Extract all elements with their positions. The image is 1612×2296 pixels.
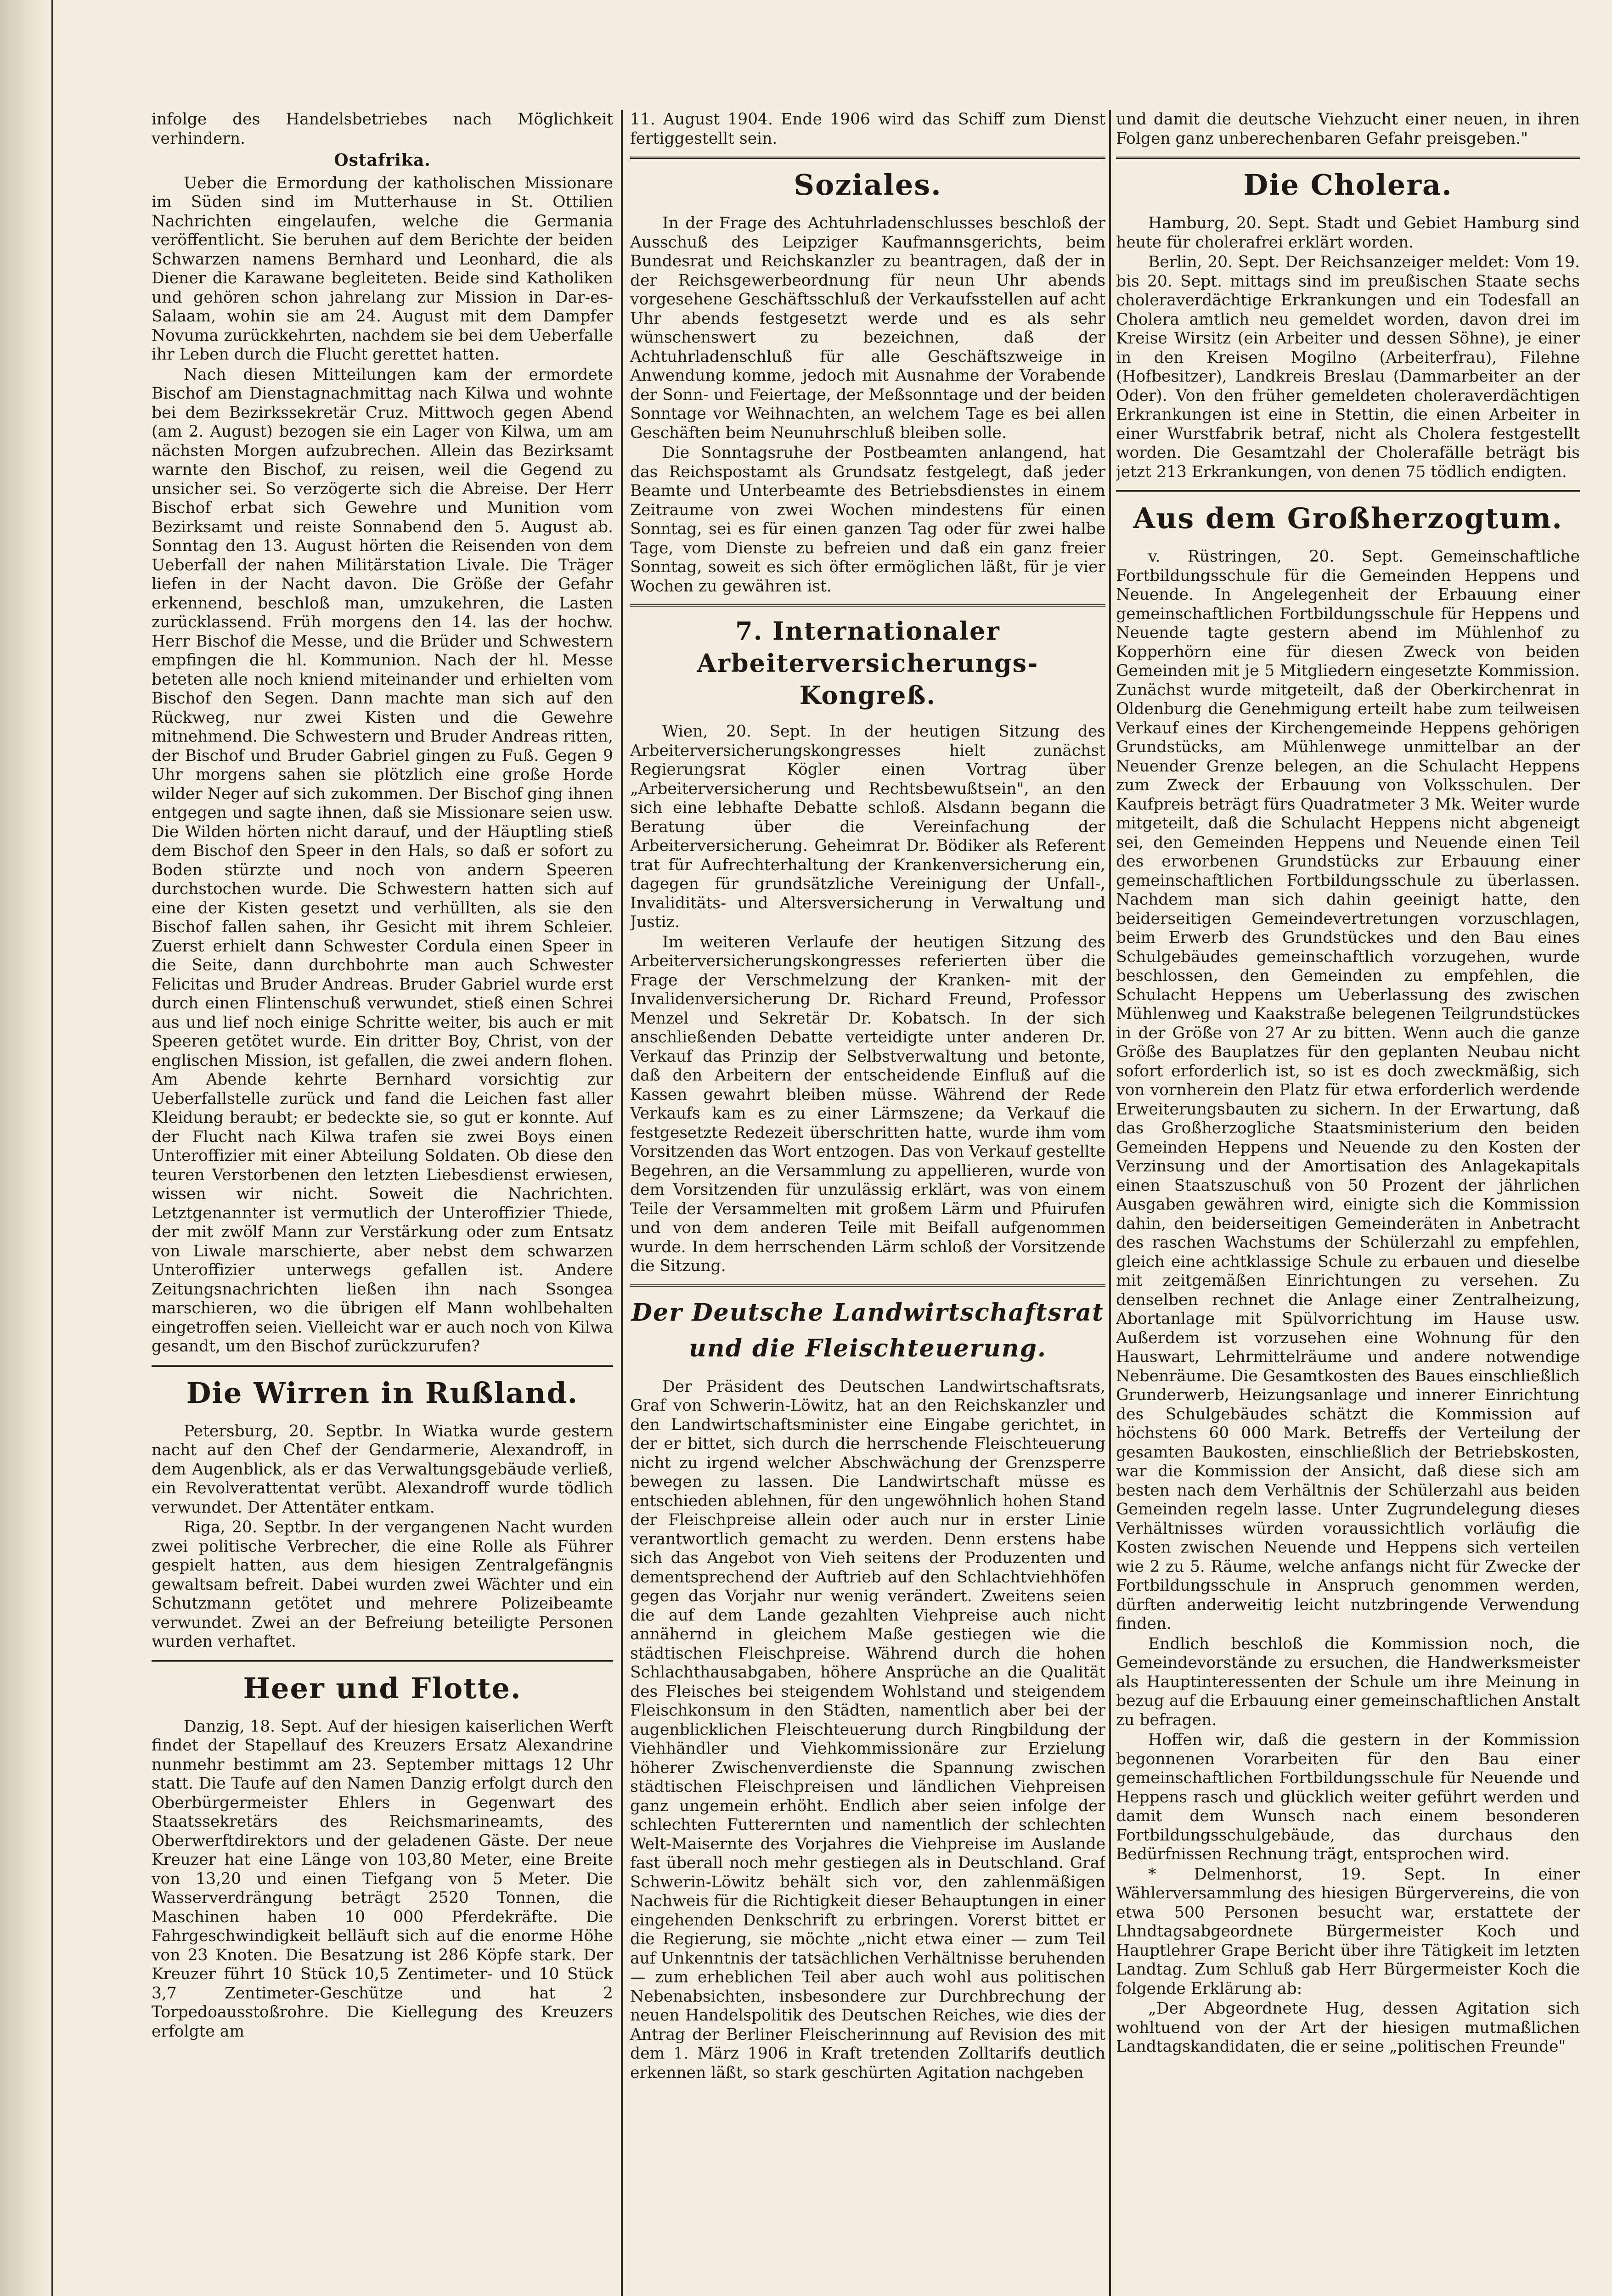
column-rule <box>621 110 623 2296</box>
column-3 <box>1116 110 1580 2296</box>
article-riga: Riga, 20. Septbr. In der vergangenen Nacht wurden zwei politische Verbrecher, die eine Rolle als Führer gespielt hatten, aus dem hiesigen Zentralgefängnis gewaltsam befreit. Dabei wurden zwei Wächter und ein Schutzmann getötet und mehrere Polizeibeamte verwundet. Zwei an der Befreiung beteiligte Personen wurden verhaftet. <box>152 1518 613 1651</box>
divider <box>630 604 1105 607</box>
divider <box>630 157 1105 159</box>
article-berlin: Berlin, 20. Sept. Der Reichsanzeiger meldet: Vom 19. bis 20. Sept. mittags sind im preußischen Staate sechs choleraverdächtige Erkrankungen und ein Todesfall an Cholera amtlich neu gemeldet worden, davon drei im Kreise Wirsitz (ein Arbeiter und dessen Söhne), je einer in den Kreisen Mogilno (Arbeiterfrau), Filehne (Hofbesitzer), Landkreis Breslau (Dammarbeiter an der Oder). Von den früher gemeldeten choleraverdächtigen Erkrankungen ist eine in Stettin, die einen Arbeiter in einer Wurstfabrik betraf, nicht als Cholera festgestellt worden. Die Gesamtzahl der Cholerafälle beträgt bis jetzt 213 Erkrankungen, von denen 75 tödlich endigten. <box>1116 253 1580 481</box>
column-2 <box>630 110 1105 2296</box>
article-kongress-verlauf: Im weiteren Verlaufe der heutigen Sitzung des Arbeiterversicherungskongresses referierten über die Frage der Verschmelzung der Kranken- mit der Invalidenversicherung Dr. Richard Freund, Professor Menzel und Sekretär Dr. Kobatsch. In der sich anschließenden Debatte verteidigte unter anderen Dr. Verkauf das Prinzip der Selbstverwaltung und betonte, daß den Arbeitern der entscheidende Einfluß auf die Kassen gewahrt bleiben müsse. Während der Rede Verkaufs kam es zu einer Lärmszene; da Verkauf die festgesetzte Redezeit überschritten hatte, wurde ihm vom Vorsitzenden das Wort entzogen. Das von Verkauf gestellte Begehren, an die Versammlung zu appellieren, wurde von dem Vorsitzenden für unzulässig erklärt, was von einem Teile der Versammelten mit großem Lärm und Pfuirufen und von dem anderen Teile mit Beifall aufgenommen wurde. In dem herrschenden Lärm schloß der Vorsitzende die Sitzung. <box>630 933 1105 1275</box>
column-2-intro: 11. August 1904. Ende 1906 wird das Schiff zum Dienst fertiggestellt sein. <box>630 110 1105 148</box>
article-achtuhrladenschluss: In der Frage des Achtuhrladenschlusses beschloß der Ausschuß des Leipziger Kaufmannsgerichts, beim Bundesrat und Reichskanzler zu beantragen, daß der in der Reichsgewerbeordnung für neun Uhr abends vorgesehene Geschäftsschluß der Verkaufsstellen auf acht Uhr abends festgesetzt werde und es als sehr wünschenswert zu bezeichnen, daß der Achtuhrladenschluß für alle Geschäftszweige in Anwendung komme, jedoch mit Ausnahme der Vorabende der Sonn- und Feiertage, der Meßsonntage und der beiden Sonntage vor Weihnachten, an welchem Tage es bei allen Geschäften beim Neunuhrschluß bleiben solle. <box>630 214 1105 442</box>
heading-cholera: Die Cholera. <box>1243 168 1453 202</box>
article-hoffen: Hoffen wir, daß die gestern in der Kommission begonnenen Vorarbeiten für den Bau einer gemeinschaftlichen Fortbildungsschule für Neuende und Heppens rasch und glücklich weiter geführt werden und damit dem Wunsch nach einem besonderen Fortbildungsschulgebäude, das durchaus den Bedürfnissen Rechnung trägt, entsprochen wird. <box>1116 1731 1580 1863</box>
article-bischof: Nach diesen Mitteilungen kam der ermordete Bischof am Dienstagnachmittag nach Kilwa und wohnte bei dem Bezirkssekretär Cruz. Mittwoch gegen Abend (am 2. August) bezogen sie ein Lager von Kilwa, um am nächsten Morgen aufzubrechen. Allein das Bezirksamt warnte den Bischof, zu reisen, weil die Gegend zu unsicher sei. So verzögerte sich die Abreise. Der Herr Bischof erbat sich Gewehre und Munition vom Bezirksamt und reiste Sonnabend den 5. August ab. Sonntag den 13. August hörten die Reisenden von dem Ueberfall der nahen Militärstation Livale. Die Träger liefen in der Nacht davon. Die Größe der Gefahr erkennend, beschloß man, umzukehren, die Lasten zurücklassend. Früh morgens den 14. las der hochw. Herr Bischof die Messe, und die Brüder und Schwestern empfingen die hl. Kommunion. Nach der hl. Messe beteten alle noch kniend miteinander und erhielten vom Bischof den Segen. Dann machte man sich auf den Rückweg, nur zwei Kisten und die Gewehre mitnehmend. Die Schwestern und Bruder Andreas ritten, der Bischof und Bruder Gabriel gingen zu Fuß. Gegen 9 Uhr morgens sahen sie plötzlich eine große Horde wilder Neger auf sich zukommen. Der Bischof ging ihnen entgegen und sagte ihnen, daß sie Missionare seien usw. Die Wilden hörten nicht darauf, und der Häuptling stieß dem Bischof den Speer in den Hals, so daß er sofort zu Boden stürzte und noch von andern Speeren durchstochen wurde. Die Schwestern hatten sich auf eine der Kisten gesetzt und verhüllten, als sie den Bischof fallen sahen, ihr Gesicht mit ihrem Schleier. Zuerst erhielt dann Schwester Cordula einen Speer in die Seite, dann durchbohrte man auch Schwester Felicitas und Bruder Andreas. Bruder Gabriel wurde erst durch einen Flintenschuß verwundet, stieß einen Schrei aus und lief noch einige Schritte weiter, bis auch er mit Speeren getötet wurde. Ein dritter Boy, Christ, von der englischen Mission, ist gefallen, die zwei andern flohen. Am Abende kehrte Bernhard vorsichtig zur Ueberfallstelle zurück und fand die Leichen fast aller Kleidung beraubt; er bedeckte sie, so gut er konnte. Auf der Flucht nach Kilwa trafen sie zwei Boys einen Unteroffizier mit einer Abteilung Soldaten. Ob diese den teuren Verstorbenen den letzten Liebesdienst erwiesen, wissen wir nicht. Soweit die Nachrichten. Letztgenannter ist vermutlich der Unteroffizier Thiede, der mit zwölf Mann zur Verstärkung oder zum Entsatz von Liwale marschierte, aber nebst dem schwarzen Unteroffizier unterwegs gefallen ist. Andere Zeitungsnachrichten ließen ihn nach Ssongea marschieren, wo die übrigen elf Mann wohlbehalten eingetroffen seien. Vielleicht war er auch noch von Kilwa gesandt, um den Bischof zurückzurufen? <box>152 365 613 1356</box>
article-danzig: Danzig, 18. Sept. Auf der hiesigen kaiserlichen Werft findet der Stapellauf des Kreuzers Ersatz Alexandrine nunmehr bestimmt am 23. September mittags 12 Uhr statt. Die Taufe auf den Namen Danzig erfolgt durch den Oberbürgermeister Ehlers in Gegenwart des Staatssekretärs des Reichsmarineamts, des Oberwerftdirektors und der geladenen Gäste. Der neue Kreuzer hat eine Länge von 103,80 Meter, eine Breite von 13,20 und einen Tiefgang von 5 Meter. Die Wasserverdrängung beträgt 2520 Tonnen, die Maschinen haben 10 000 Pferdekräfte. Die Fahrgeschwindigkeit belläuft sich auf die enorme Höhe von 23 Knoten. Die Besatzung ist 286 Köpfe stark. Der Kreuzer führt 10 Stück 10,5 Zentimeter- und 10 Stück 3,7 Zentimeter-Geschütze und hat 2 Torpedoausstoßrohre. Die Kiellegung des Kreuzers erfolgte am <box>152 1717 613 2041</box>
spine-edge-line <box>51 0 53 2296</box>
article-hamburg: Hamburg, 20. Sept. Stadt und Gebiet Hamburg sind heute für cholerafrei erklärt worden. <box>1116 214 1580 252</box>
heading-arbeiterversicherungs-kongress: 7. Internationaler Arbeiterversicherungs-Kongreß. <box>697 616 1039 710</box>
column-1-intro: infolge des Handelsbetriebes nach Möglichkeit verhindern. <box>152 110 613 148</box>
article-kommission: Endlich beschloß die Kommission noch, die Gemeindevorstände zu ersuchen, die Handwerksmeister als Hauptinteressenten der Schule um ihre Meinung in bezug auf die Erbauung einer gemeinschaftlichen Anstalt zu befragen. <box>1116 1634 1580 1729</box>
article-missionare: Ueber die Ermordung der katholischen Missionare im Süden sind im Mutterhause in St. Ottilien Nachrichten eingelaufen, welche die Germania veröffentlicht. Sie beruhen auf dem Berichte der beiden Schwarzen namens Bernhard und Leonhard, die als Diener die Karawane begleiteten. Beide sind Katholiken und gehören schon jahrelang zur Mission in Dar-es-Salaam, wohin sie am 24. August mit dem Dampfer Novuma zurückkehrten, nachdem sie bei dem Ueberfalle ihr Leben durch die Flucht gerettet hatten. <box>152 174 613 364</box>
article-erklaerung: „Der Abgeordnete Hug, dessen Agitation sich wohltuend von der Art der hiesigen mutmaßlichen Landtagskandidaten, die er seine „politischen Freunde" <box>1116 1999 1580 2056</box>
heading-landwirtschaftsrat: Der Deutsche Landwirtschaftsrat und die Fleischteuerung. <box>631 1298 1105 1362</box>
subheading-ostafrika: Ostafrika. <box>334 151 431 170</box>
heading-soziales: Soziales. <box>794 168 942 202</box>
book-spine-shadow <box>0 0 51 2296</box>
column-rule <box>1109 110 1111 2296</box>
heading-heer-flotte: Heer und Flotte. <box>243 1671 522 1705</box>
article-petersburg: Petersburg, 20. Septbr. In Wiatka wurde gestern nacht auf den Chef der Gendarmerie, Alexandroff, in dem Augenblick, als er das Verwaltungsgebäude verließ, ein Revolverattentat verübt. Alexandroff wurde tödlich verwundet. Der Attentäter entkam. <box>152 1422 613 1517</box>
article-wien: Wien, 20. Sept. In der heutigen Sitzung des Arbeiterversicherungskongresses hielt zunächst Regierungsrat Kögler einen Vortrag über „Arbeiterversicherung und Rechtsbewußtsein", an den sich eine lebhafte Debatte schloß. Alsdann begann die Beratung über die Vereinfachung der Arbeiterversicherung. Geheimrat Dr. Bödiker als Referent trat für Aufrechterhaltung der Krankenversicherung ein, dagegen für grundsätzliche Vereinigung der Unfall-, Invaliditäts- und Altersversicherung in Verwaltung und Justiz. <box>630 722 1105 931</box>
column-3-intro: und damit die deutsche Viehzucht einer neuen, in ihren Folgen ganz unberechenbaren Gefahr preisgeben." <box>1116 110 1580 148</box>
article-fleischteuerung: Der Präsident des Deutschen Landwirtschaftsrats, Graf von Schwerin-Löwitz, hat an den Reichskanzler und den Landwirtschaftsminister eine Eingabe gerichtet, in der er bittet, sich durch die herrschende Fleischteuerung nicht zu irgend welcher Abschwächung der Grenzsperre bewegen zu lassen. Die Landwirtschaft müsse es entschieden ablehnen, für den ungewöhnlich hohen Stand der Fleischpreise allein oder auch nur in erster Linie verantwortlich gemacht zu werden. Denn erstens habe sich das Angebot von Vieh seitens der Produzenten und dementsprechend der Auftrieb auf den Schlachtviehhöfen gegen das Vorjahr nur wenig verändert. Zweitens seien die auf dem Lande gezahlten Viehpreise auch nicht annähernd in gleichem Maße gestiegen wie die städtischen Fleischpreise. Während durch die hohen Schlachthausabgaben, höhere Ansprüche an die Qualität des Fleisches bei steigendem Wohlstand und steigendem Fleischkonsum in den Städten, namentlich aber bei der augenblicklichen Fleischteuerung durch Ringbildung der Viehhändler und Viehkommissionäre zur Erzielung höherer Zwischenverdienste die Spannung zwischen städtischen Fleischpreisen und ländlichen Viehpreisen ganz ungemein erhöht. Endlich aber seien infolge der schlechten Futterernten und namentlich der schlechten Welt-Maisernte des Vorjahres die Viehpreise im Auslande fast überall noch mehr gestiegen als in Deutschland. Graf Schwerin-Löwitz behält sich vor, den zahlenmäßigen Nachweis für die Richtigkeit dieser Behauptungen in einer eingehenden Denkschrift zu erbringen. Vorerst bittet er die Regierung, sie möchte „nicht etwa einer — zum Teil auf Unkenntnis der tatsächlichen Verhältnisse beruhenden — zum erheblichen Teil aber auch wohl aus politischen Nebenabsichten, insbesondere zur Durchbrechung der neuen Handelspolitik des Deutschen Reiches, wie dies der Antrag der Berliner Fleischerinnung auf Revision des mit dem 1. März 1906 in Kraft tretenden Zolltarifs deutlich erkennen läßt, so stark geschürten Agitation nachgeben <box>630 1377 1105 2082</box>
divider <box>1116 490 1580 492</box>
heading-grossherzogtum: Aus dem Großherzogtum. <box>1133 501 1563 535</box>
column-1 <box>152 110 613 2296</box>
divider <box>152 1660 613 1662</box>
divider <box>630 1284 1105 1287</box>
divider <box>152 1365 613 1367</box>
article-ruestringen: v. Rüstringen, 20. Sept. Gemeinschaftliche Fortbildungsschule für die Gemeinden Heppens und Neuende. In Angelegenheit der Erbauung einer gemeinschaftlichen Fortbildungsschule für Heppens und Neuende tagte gestern abend im Mühlenhof zu Kopperhörn eine für diesen Zweck von beiden Gemeinden mit je 5 Mitgliedern eingesetzte Kommission. Zunächst wurde mitgeteilt, daß der Oberkirchenrat in Oldenburg die Genehmigung erteilt habe zum teilweisen Verkauf eines der Kirchengemeinde Heppens gehörigen Grundstücks, am Mühlenwege unmittelbar an der Neuender Grenze belegen, an die Schulacht Heppens zum Zweck der Erbauung von Volksschulen. Der Kaufpreis beträgt fürs Quadratmeter 3 Mk. Weiter wurde mitgeteilt, daß die Schulacht Heppens nicht abgeneigt sei, den Gemeinden Heppens und Neuende einen Teil des erworbenen Grundstücks zur Erbauung einer gemeinschaftlichen Fortbildungsschule zu überlassen. Nachdem man sich dahin geeinigt hatte, den beiderseitigen Gemeindevertretungen vorzuschlagen, beim Erwerb des Grundstückes und den Bau eines Schulgebäudes gemeinschaftlich vorzugehen, wurde beschlossen, den Gemeinden zu empfehlen, die Schulacht Heppens um Ueberlassung des zwischen Mühlenweg und Kaakstraße belegenen Teilgrundstückes in der Größe von 27 Ar zu bitten. Wenn auch die ganze Größe des Bauplatzes für den geplanten Neubau nicht sofort erforderlich ist, so ist es doch zweckmäßig, sich von vornherein den Platz für etwa erforderlich werdende Erweiterungsbauten zu sichern. In der Erwartung, daß das Großherzogliche Staatsministerium den beiden Gemeinden Heppens und Neuende zu den Kosten der Verzinsung und der Amortisation des Anlagekapitals einen Staatszuschuß von 50 Prozent der jährlichen Ausgaben gewähren wird, einigte sich die Kommission dahin, den beiderseitigen Gemeinderäten in Anbetracht des raschen Wachstums der Schülerzahl zu empfehlen, gleich eine achtklassige Schule zu erbauen und dieselbe mit zeitgemäßen Einrichtungen zu versehen. Zu denselben rechnet die Anlage einer Zentralheizung, Abortanlage mit Spülvorrichtung im Hause usw. Außerdem ist vorzusehen eine Wohnung für den Hauswart, Lehrmittelräume und andere notwendige Nebenräume. Die Gesamtkosten des Baues einschließlich Grunderwerb, Heizungsanlage und innerer Einrichtung des Schulgebäudes schätzt die Kommission auf höchstens 60 000 Mark. Betreffs der Verteilung der gesamten Baukosten, einschließlich der Betriebskosten, war die Kommission der Ansicht, daß diese sich am besten nach dem Verhältnis der Schülerzahl aus beiden Gemeinden regeln lasse. Unter Zugrundelegung dieses Verhältnisses würden voraussichtlich vorläufig die Kosten zwischen Neuende und Heppens sich verteilen wie 2 zu 5. Räume, welche anfangs nicht für Zwecke der Fortbildungsschule in Anspruch genommen werden, dürften anderweitig leicht nutzbringende Verwendung finden. <box>1116 547 1580 1633</box>
article-delmenhorst: * Delmenhorst, 19. Sept. In einer Wählerversammlung des hiesigen Bürgervereins, die von etwa 500 Personen besucht war, erstattete der Lhndtagsabgeordnete Bürgermeister Koch und Hauptlehrer Grape Bericht über ihre Tätigkeit im letzten Landtag. Zum Schluß gab Herr Bürgermeister Koch die folgende Erklärung ab: <box>1116 1865 1580 1998</box>
heading-wirren-russland: Die Wirren in Rußland. <box>186 1376 579 1410</box>
divider <box>1116 157 1580 159</box>
article-sonntagsruhe: Die Sonntagsruhe der Postbeamten anlangend, hat das Reichspostamt als Grundsatz festgelegt, daß jeder Beamte und Unterbeamte des Betriebsdienstes in einem Zeitraume von zwei Wochen mindestens für einen Sonntag, sei es für einen ganzen Tag oder für zwei halbe Tage, vom Dienste zu befreien und daß ein ganz freier Sonntag, soweit es sich öfter ermöglichen läßt, für je vier Wochen zu gewähren ist. <box>630 444 1105 596</box>
